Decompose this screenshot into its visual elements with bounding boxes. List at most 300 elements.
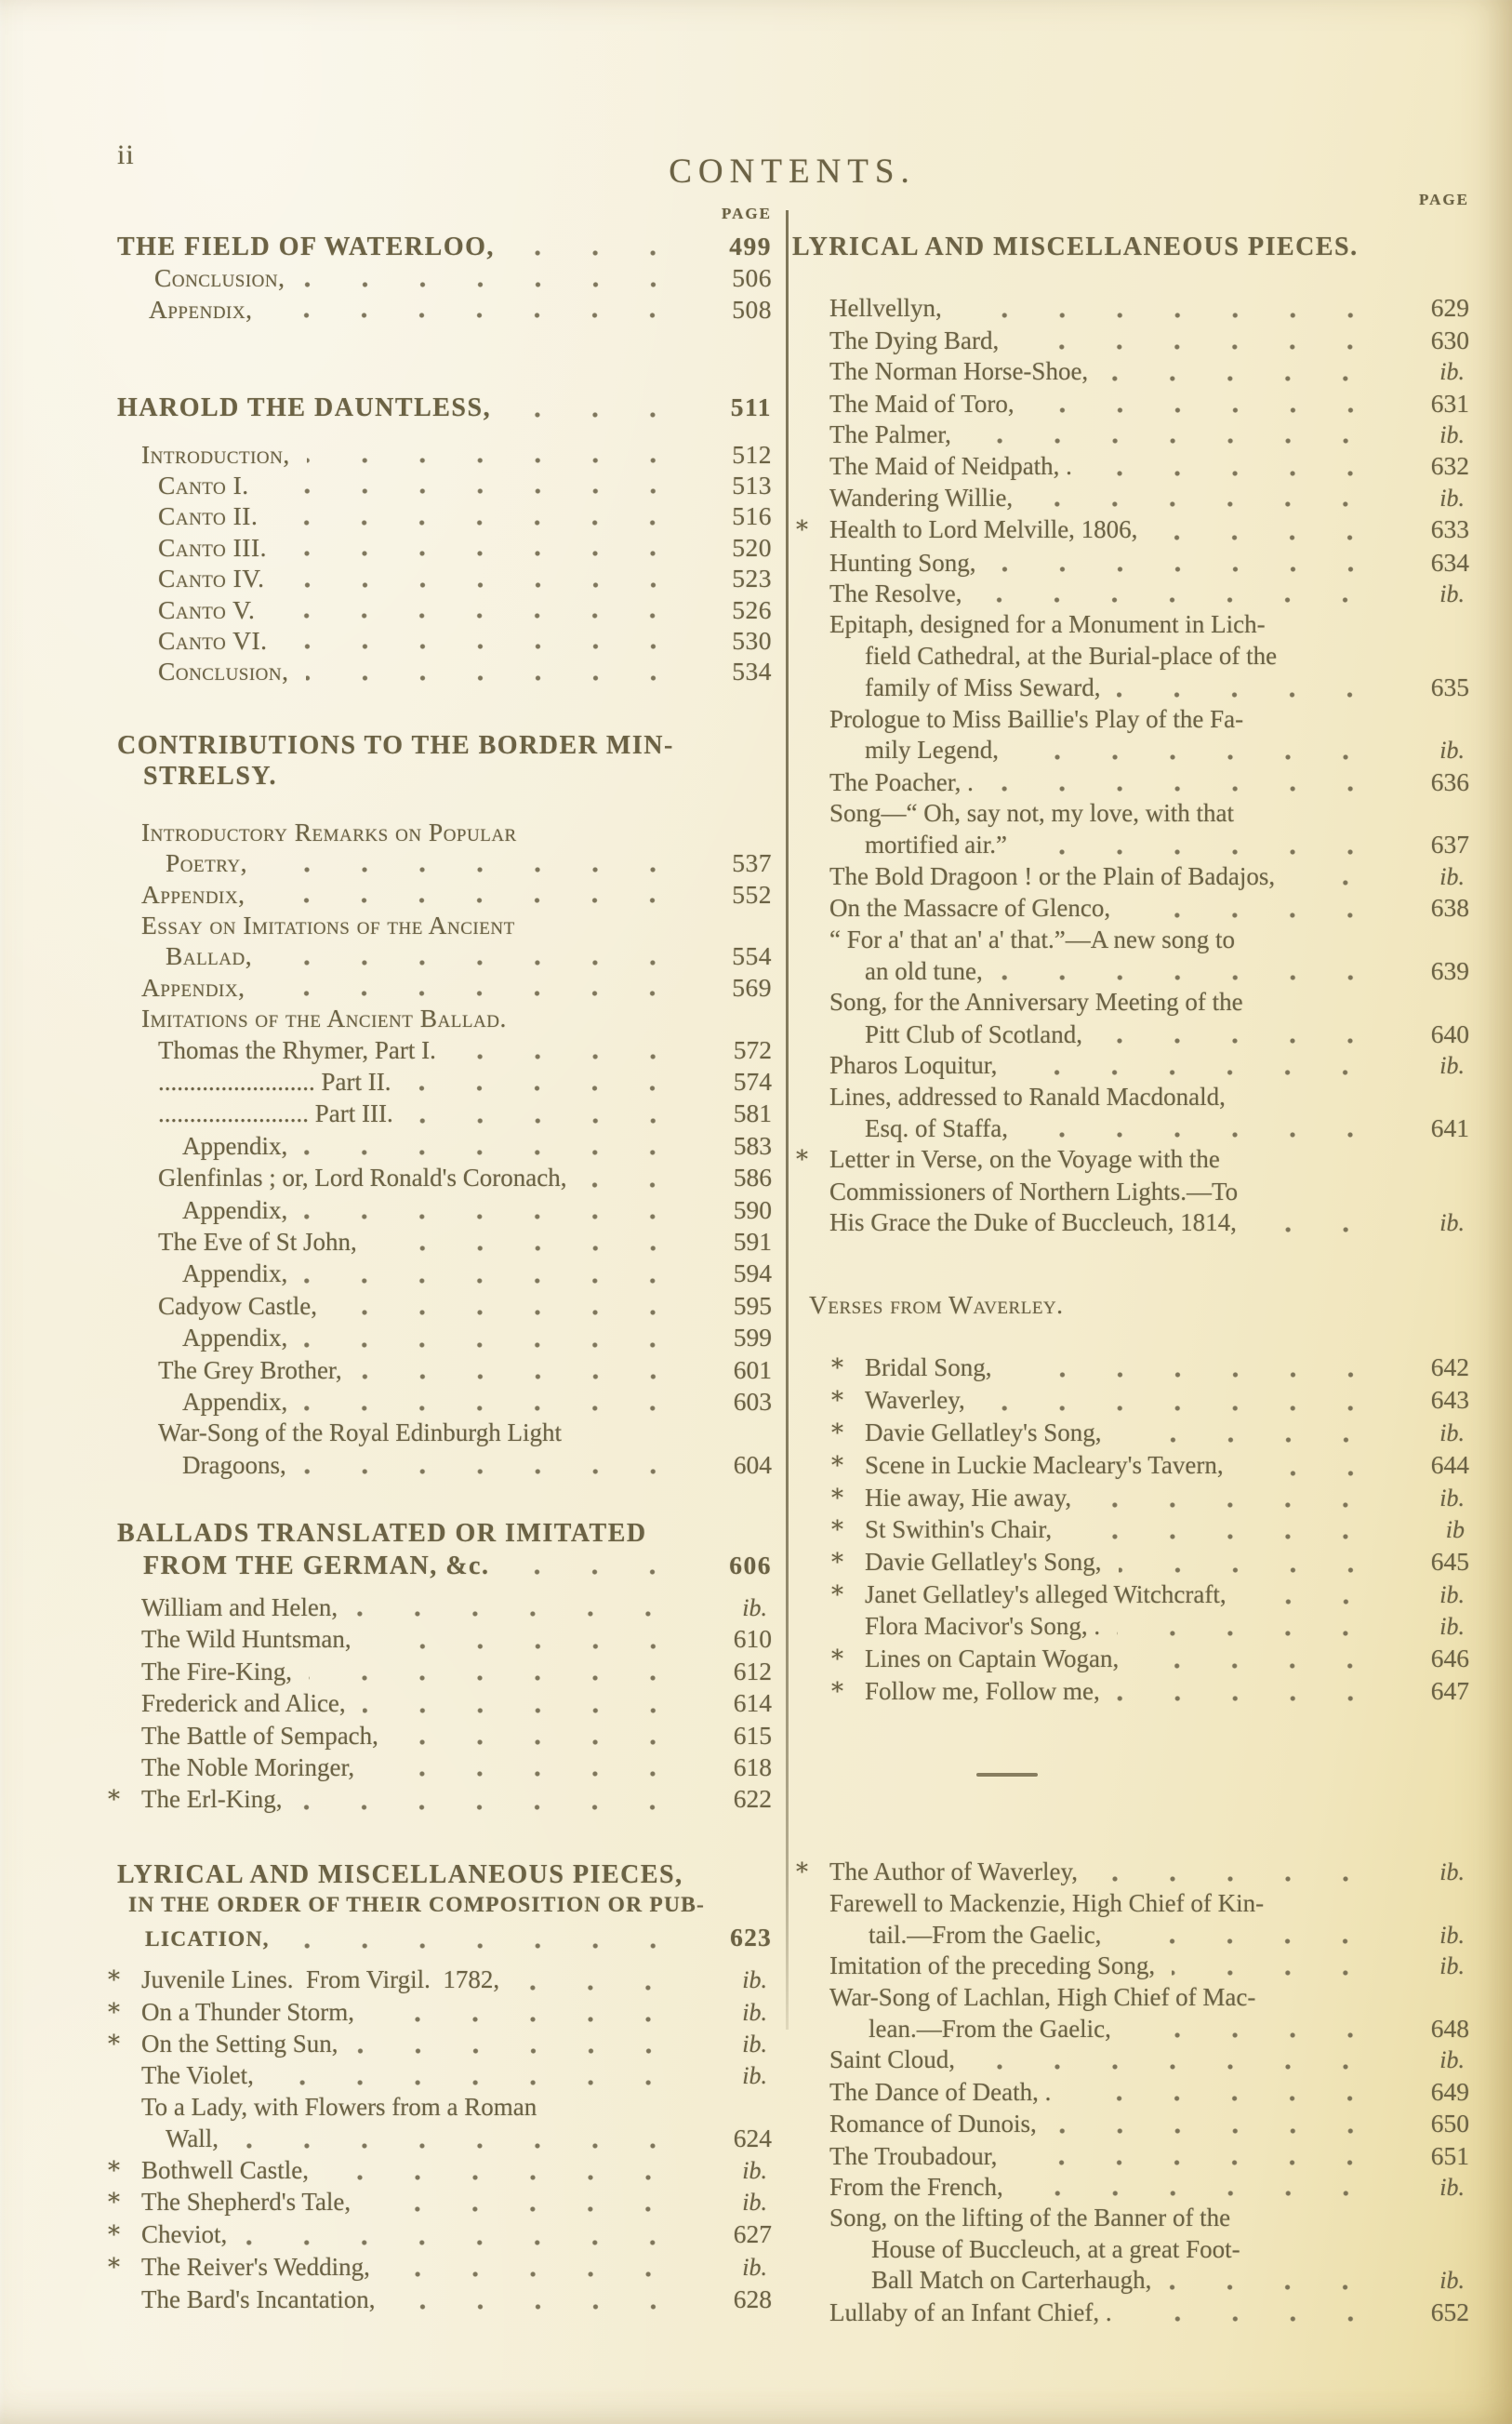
dot-leader — [371, 2013, 702, 2024]
asterisk-marker: * — [108, 2156, 120, 2185]
dot-leader — [1127, 909, 1404, 920]
toc-entry-title: The Maid of Toro, — [829, 389, 1015, 418]
dot-leader — [1024, 846, 1404, 857]
toc-entry-title: mily Legend, — [865, 736, 999, 765]
page-number: ib. — [1439, 1580, 1465, 1608]
column-right-entries — [792, 232, 1469, 2328]
toc-entry — [792, 925, 1469, 988]
toc-entry-title: Verses from Waverley. — [809, 1289, 1064, 1319]
toc-entry — [792, 388, 1469, 420]
toc-entry — [117, 563, 772, 593]
dot-leader — [244, 2236, 707, 2247]
page-number: 574 — [733, 1066, 772, 1096]
toc-entry — [117, 532, 772, 563]
toc-entry-title: Epitaph, designed for a Monument in Lich- — [829, 610, 1266, 639]
toc-entry-title: Thomas the Rhymer, Part I. — [158, 1035, 436, 1064]
page-number: 642 — [1430, 1352, 1469, 1381]
toc-entry-title: Essay on Imitations of the Ancient — [141, 910, 515, 939]
toc-entry — [108, 1783, 772, 1816]
toc-entry-title: The Dance of Death, . — [829, 2077, 1052, 2106]
toc-entry — [792, 1951, 1469, 1981]
dot-leader — [325, 2171, 702, 2182]
asterisk-marker: * — [831, 1549, 843, 1578]
dot-leader — [304, 1402, 707, 1413]
toc-entry-title: Introduction, — [141, 439, 290, 469]
dot-leader — [306, 672, 708, 683]
toc-entry-title: * Lines on Captain Wogan, — [865, 1644, 1119, 1675]
toc-entry — [792, 1888, 1469, 1951]
toc-entry — [117, 439, 772, 470]
toc-entry — [117, 1592, 772, 1623]
dot-leader — [1129, 2312, 1404, 2324]
toc-entry — [792, 1675, 1469, 1708]
toc-entry-title: On the Massacre of Glenco, — [829, 894, 1111, 923]
toc-entry — [117, 1130, 772, 1162]
toc-entry-title: Ball Match on Carterhaugh, — [871, 2266, 1152, 2295]
toc-entry-title: an old tune, — [865, 956, 983, 985]
toc-entry-title: lean.—From the Gaelic, — [869, 2015, 1111, 2043]
dot-leader — [264, 863, 707, 874]
toc-entry — [792, 609, 1469, 703]
toc-entry — [792, 2140, 1469, 2172]
toc-entry — [117, 879, 772, 910]
toc-entry-title: BALLADS TRANSLATED OR IMITATED — [117, 1519, 647, 1549]
toc-entry — [792, 2044, 1469, 2075]
toc-entry — [117, 2284, 772, 2315]
toc-entry-title: * The Shepherd's Tale, — [141, 2187, 351, 2218]
toc-entry-title: * Follow me, Follow me, — [865, 1676, 1100, 1708]
page-number: ib. — [1439, 358, 1465, 386]
asterisk-marker: * — [108, 2253, 120, 2282]
dot-leader — [1168, 2281, 1399, 2292]
dot-leader — [282, 579, 708, 590]
toc-entry-title: Hellvellyn, — [829, 294, 942, 323]
page-number: ib. — [1439, 1052, 1465, 1080]
dot-leader — [392, 2300, 707, 2311]
toc-entry-title: * Janet Gellatley's alleged Witchcraft, — [865, 1579, 1227, 1611]
toc-entry-title: field Cathedral, at the Burial-place of the — [865, 641, 1278, 670]
toc-entry-title: Song, for the Anniversary Meeting of the — [829, 988, 1243, 1017]
page-number: 583 — [733, 1130, 772, 1160]
toc-entry — [117, 470, 772, 500]
toc-entry — [792, 2172, 1469, 2203]
dot-leader — [1135, 1659, 1404, 1671]
page-number: ib. — [1439, 2267, 1465, 2295]
toc-entry — [792, 2297, 1469, 2328]
dot-leader — [511, 246, 707, 258]
dot-leader — [583, 1179, 707, 1190]
toc-entry-title: ........................ Part III. — [158, 1099, 393, 1128]
toc-entry — [108, 1965, 772, 1996]
toc-entry-title: The Grey Brother, — [158, 1355, 342, 1384]
toc-entry-title: * On the Setting Sun, — [141, 2029, 338, 2060]
dot-leader — [1094, 1872, 1399, 1884]
toc-entry-title: * Scene in Luckie Macleary's Tavern, — [865, 1450, 1224, 1482]
page-number: 601 — [733, 1354, 772, 1384]
dot-leader — [1009, 1368, 1404, 1379]
toc-entry — [117, 1098, 772, 1129]
toc-entry — [792, 1384, 1469, 1417]
dot-leader — [1243, 1595, 1399, 1606]
toc-entry-title: * Cheviot, — [141, 2219, 227, 2251]
toc-entry — [792, 1352, 1469, 1384]
page-number: 623 — [730, 1922, 772, 1951]
toc-entry-title: Canto V. — [158, 594, 256, 624]
dot-leader — [453, 1050, 707, 1061]
dot-leader — [261, 894, 707, 905]
column-divider — [786, 210, 789, 2030]
toc-entry-title: War-Song of the Royal Edinburgh Light — [158, 1418, 562, 1447]
page-number: 638 — [1430, 893, 1469, 923]
toc-entry-title: War-Song of Lachlan, High Chief of Mac- — [829, 1982, 1256, 2011]
toc-section-heading — [117, 1518, 772, 1581]
toc-entry — [792, 861, 1469, 892]
page-number: 586 — [733, 1163, 772, 1192]
page-number: 628 — [733, 2284, 772, 2314]
toc-entry-title: Lullaby of an Infant Chief, . — [829, 2297, 1112, 2326]
column-left — [108, 205, 772, 2316]
dot-leader — [303, 1465, 707, 1476]
toc-entry — [792, 1579, 1469, 1611]
dot-leader — [298, 1801, 707, 1812]
toc-entry — [108, 2218, 772, 2251]
toc-entry — [108, 2187, 772, 2218]
toc-section-heading — [117, 730, 772, 792]
toc-entry-title: Dragoons, — [182, 1450, 286, 1479]
toc-entry-title: STRELSY. — [143, 762, 278, 792]
page-number: 647 — [1430, 1676, 1469, 1706]
toc-entry-title: mortified air.” — [865, 831, 1007, 859]
dot-leader — [302, 278, 708, 289]
page-number: ib. — [1439, 737, 1465, 765]
toc-entry — [117, 1386, 772, 1418]
dot-leader — [309, 1671, 707, 1683]
page-number: 581 — [733, 1099, 772, 1128]
toc-entry — [792, 2203, 1469, 2296]
dot-leader — [972, 2060, 1399, 2071]
dot-leader — [968, 434, 1399, 446]
toc-entry-title: Appendix, — [141, 879, 245, 909]
page-number: ib. — [1439, 421, 1465, 449]
toc-entry — [117, 910, 772, 972]
toc-entry-title: * Hie away, Hie away, — [865, 1483, 1071, 1514]
toc-entry — [117, 972, 772, 1003]
toc-entry — [108, 2029, 772, 2060]
dot-leader — [1099, 1034, 1404, 1046]
toc-entry — [117, 2060, 772, 2091]
toc-entry-title: Canto VI. — [158, 626, 268, 656]
toc-entry-title: Conclusion, — [158, 657, 289, 686]
toc-entry-title: LICATION, — [145, 1926, 270, 1951]
dot-leader — [506, 1565, 707, 1577]
toc-entry-title: THE FIELD OF WATERLOO, — [117, 233, 495, 261]
toc-entry — [117, 1322, 772, 1353]
dot-leader — [1118, 1935, 1399, 1946]
toc-entry-title: * Juvenile Lines. From Virgil. 1782, — [141, 1965, 499, 1996]
dot-leader — [395, 1736, 707, 1747]
page-label-right: PAGE — [1419, 191, 1469, 208]
toc-entry — [117, 1066, 772, 1098]
asterisk-marker: * — [831, 1516, 843, 1545]
page-number: ib. — [742, 2188, 767, 2216]
toc-entry — [117, 1623, 772, 1655]
page-number: 526 — [732, 594, 772, 624]
dot-leader — [990, 782, 1404, 793]
page-number: 603 — [733, 1387, 772, 1416]
page-number: 534 — [732, 657, 772, 686]
toc-entry — [792, 356, 1469, 387]
toc-entry — [117, 1290, 772, 1322]
dot-leader — [1025, 1128, 1404, 1139]
toc-entry-title: The Eve of St John, — [158, 1227, 357, 1256]
toc-entry-title: Lines, addressed to Ranald Macdonald, — [829, 1082, 1226, 1111]
dot-leader — [516, 1981, 702, 1992]
page-number: ib. — [1439, 2174, 1465, 2202]
toc-entry-title: The Palmer, — [829, 420, 951, 449]
page-number: ib. — [742, 2156, 767, 2184]
dot-leader — [274, 516, 707, 527]
dot-leader — [368, 1640, 707, 1651]
page-number: 513 — [732, 471, 772, 500]
dot-leader — [374, 1242, 707, 1253]
toc-entry — [108, 2252, 772, 2284]
toc-entry — [792, 1449, 1469, 1482]
toc-entry — [792, 1418, 1469, 1449]
toc-entry-title: From the French, — [829, 2173, 1003, 2202]
page-number: ib. — [1439, 484, 1465, 512]
page-number: 630 — [1430, 325, 1469, 354]
page-number: 646 — [1430, 1643, 1469, 1672]
page-number: 632 — [1430, 451, 1469, 481]
toc-entry-title: Glenfinlas ; or, Lord Ronald's Coronach, — [158, 1164, 567, 1192]
toc-entry-title: HAROLD THE DAUNTLESS, — [117, 393, 492, 423]
page-number: 590 — [733, 1194, 772, 1224]
page-number: 606 — [729, 1550, 772, 1579]
page-number: ib. — [1439, 1209, 1465, 1237]
dot-leader — [1117, 1692, 1404, 1703]
dot-leader — [993, 563, 1404, 574]
toc-entry-title: Appendix, — [182, 1259, 288, 1288]
column-right — [792, 191, 1469, 2328]
toc-section-heading — [117, 392, 772, 423]
dot-leader — [1015, 340, 1404, 352]
toc-entry-title: * The Erl-King, — [141, 1784, 282, 1816]
dot-leader — [1000, 971, 1404, 982]
page-number: 631 — [1430, 388, 1469, 418]
dot-leader — [1117, 1627, 1399, 1638]
page-number: ib. — [1439, 862, 1465, 890]
toc-entry — [117, 656, 772, 686]
dot-leader — [304, 1146, 707, 1157]
toc-entry — [117, 500, 772, 531]
toc-entry — [792, 2076, 1469, 2108]
page-number: ib. — [1439, 2046, 1465, 2074]
toc-entry-title: * Bridal Song, — [865, 1352, 992, 1384]
page-number: ib. — [1439, 1484, 1465, 1512]
toc-entry-title: Canto IV. — [158, 564, 265, 593]
asterisk-marker: * — [831, 1645, 843, 1673]
dot-leader — [271, 2076, 702, 2087]
page-number: 595 — [733, 1290, 772, 1320]
page-number: 511 — [730, 393, 772, 422]
toc-entry — [117, 594, 772, 625]
toc-entry — [792, 292, 1469, 324]
dot-leader — [1089, 467, 1404, 478]
page-number: 645 — [1430, 1547, 1469, 1577]
toc-entry — [792, 420, 1469, 450]
dot-leader — [1117, 688, 1404, 699]
toc-entry-title: The Poacher, . — [829, 767, 974, 796]
page-number: 649 — [1430, 2076, 1469, 2106]
toc-entry — [117, 1720, 772, 1751]
toc-entry-title: The Resolve, — [829, 579, 962, 608]
toc-entry-title: Frederick and Alice, — [141, 1689, 346, 1718]
asterisk-marker: * — [831, 1678, 843, 1707]
section-divider-rule — [976, 1773, 1038, 1777]
toc-entry-title: Farewell to Mackenzie, High Chief of Kin- — [829, 1889, 1265, 1918]
toc-entry-title: Saint Cloud, — [829, 2045, 956, 2074]
toc-entry-title: The Dying Bard, — [829, 326, 1000, 354]
toc-entry-title: To a Lady, with Flowers from a Roman — [141, 2092, 537, 2121]
toc-entry — [792, 1611, 1469, 1642]
dot-leader — [1292, 876, 1399, 887]
toc-entry — [792, 1289, 1469, 1320]
toc-entry — [117, 1162, 772, 1193]
toc-entry-title: Cadyow Castle, — [158, 1291, 317, 1320]
page-number: 615 — [733, 1720, 772, 1750]
dot-leader — [354, 1607, 702, 1618]
page-number: ib. — [742, 2062, 767, 2090]
page-number: 634 — [1430, 547, 1469, 577]
page-number: 523 — [732, 564, 772, 593]
dot-leader — [367, 2203, 702, 2214]
dot-leader — [1119, 1564, 1404, 1575]
toc-entry-title: Flora Macivor's Song, . — [865, 1612, 1101, 1641]
toc-entry — [117, 1226, 772, 1258]
page-number: 651 — [1430, 2140, 1469, 2170]
toc-entry-title: Appendix, — [149, 294, 253, 324]
toc-entry-title: * Waverley, — [865, 1385, 965, 1417]
toc-entry-title: Canto II. — [158, 501, 259, 531]
toc-entry-title: Introductory Remarks on Popular — [141, 817, 517, 846]
toc-entry — [117, 1003, 772, 1033]
toc-entry — [117, 294, 772, 325]
dot-leader — [1031, 404, 1404, 415]
toc-entry-title: The Bard's Incantation, — [141, 2285, 376, 2314]
toc-entry-title: LYRICAL AND MISCELLANEOUS PIECES, — [117, 1859, 683, 1889]
toc-entry-title: Appendix, — [141, 972, 245, 1002]
dot-leader — [363, 1704, 707, 1715]
toc-entry-title: Commissioners of Northern Lights.—To — [829, 1177, 1239, 1205]
dot-leader — [387, 2268, 702, 2279]
dot-leader — [1240, 1467, 1404, 1478]
asterisk-marker: * — [108, 1998, 120, 2027]
dot-leader — [1119, 1433, 1399, 1445]
page-number: 552 — [732, 879, 772, 909]
page-number: ib. — [1439, 580, 1465, 608]
toc-entry-title: Hunting Song, — [829, 548, 976, 577]
toc-entry-title: Prologue to Miss Baillie's Play of the Fa- — [829, 704, 1244, 733]
dot-leader — [1020, 2187, 1399, 2198]
toc-entry-title: ......................... Part II. — [158, 1067, 391, 1096]
toc-section-heading — [792, 232, 1469, 262]
dot-leader — [272, 609, 707, 620]
toc-entry-title: Imitation of the preceding Song, — [829, 1951, 1156, 1980]
dot-leader — [1015, 751, 1399, 762]
toc-entry — [792, 450, 1469, 482]
dot-leader — [269, 309, 707, 320]
page-number: ib — [1445, 1516, 1465, 1544]
toc-entry-title: CONTRIBUTIONS TO THE BORDER MIN- — [117, 730, 674, 760]
dot-leader — [286, 1939, 707, 1951]
toc-entry-title: His Grace the Duke of Buccleuch, 1814, — [829, 1208, 1237, 1237]
toc-entry — [792, 1082, 1469, 1145]
toc-entry — [108, 1997, 772, 2029]
toc-entry-title: * Davie Gellatley's Song, — [865, 1547, 1102, 1578]
page-number: 639 — [1430, 955, 1469, 985]
dot-leader — [269, 956, 707, 967]
toc-entry — [792, 1144, 1469, 1238]
page-number: ib. — [1439, 1858, 1465, 1885]
dot-leader — [1088, 1498, 1399, 1510]
asterisk-marker: * — [831, 1484, 843, 1512]
dot-leader — [1029, 498, 1399, 509]
toc-entry-title: “ For a' that an' a' that.”—A new song to — [829, 925, 1235, 953]
toc-entry — [792, 1483, 1469, 1514]
page-number: 648 — [1430, 2014, 1469, 2043]
page-number: 612 — [733, 1656, 772, 1685]
toc-entry-title: Imitations of the Ancient Ballad. — [141, 1004, 507, 1033]
dot-leader — [978, 593, 1399, 605]
toc-entry-title: House of Buccleuch, at a great Foot- — [871, 2234, 1240, 2263]
page-number: ib. — [1439, 1921, 1465, 1949]
toc-entry — [792, 1982, 1469, 2045]
dot-leader — [304, 1339, 707, 1350]
dot-leader — [1054, 2124, 1404, 2136]
toc-entry-title: Poetry, — [166, 848, 247, 878]
page-number: 652 — [1430, 2297, 1469, 2326]
toc-entry-title: The Battle of Sempach, — [141, 1721, 378, 1750]
toc-entry-title: The Wild Huntsman, — [141, 1625, 351, 1654]
toc-entry-title: Romance of Dunois, — [829, 2110, 1037, 2138]
page-number: 622 — [733, 1784, 772, 1814]
toc-entry-title: Appendix, — [182, 1324, 288, 1352]
toc-entry-title: The Norman Horse-Shoe, — [829, 357, 1089, 386]
toc-entry-title: Appendix, — [182, 1195, 288, 1224]
page-number: 643 — [1430, 1385, 1469, 1415]
toc-entry-title: Canto I. — [158, 471, 249, 500]
asterisk-marker: * — [108, 2030, 120, 2058]
toc-entry — [792, 579, 1469, 609]
toc-entry-title: family of Miss Seward, — [865, 673, 1101, 702]
dot-leader — [959, 309, 1404, 320]
page-number: ib. — [742, 1594, 767, 1622]
toc-entry — [792, 513, 1469, 546]
toc-section-heading — [117, 1859, 772, 1955]
page-number: 604 — [733, 1449, 772, 1479]
toc-entry — [117, 1751, 772, 1783]
page-number: 530 — [732, 626, 772, 656]
dot-leader — [355, 2044, 702, 2056]
page-number: 635 — [1430, 673, 1469, 702]
dot-leader — [304, 1210, 707, 1221]
dot-leader — [304, 1274, 707, 1285]
toc-entry — [117, 262, 772, 293]
dot-leader — [284, 547, 707, 558]
toc-entry-title: Esq. of Staffa, — [865, 1113, 1008, 1142]
page-number: 610 — [733, 1624, 772, 1654]
dot-leader — [1068, 1530, 1399, 1541]
